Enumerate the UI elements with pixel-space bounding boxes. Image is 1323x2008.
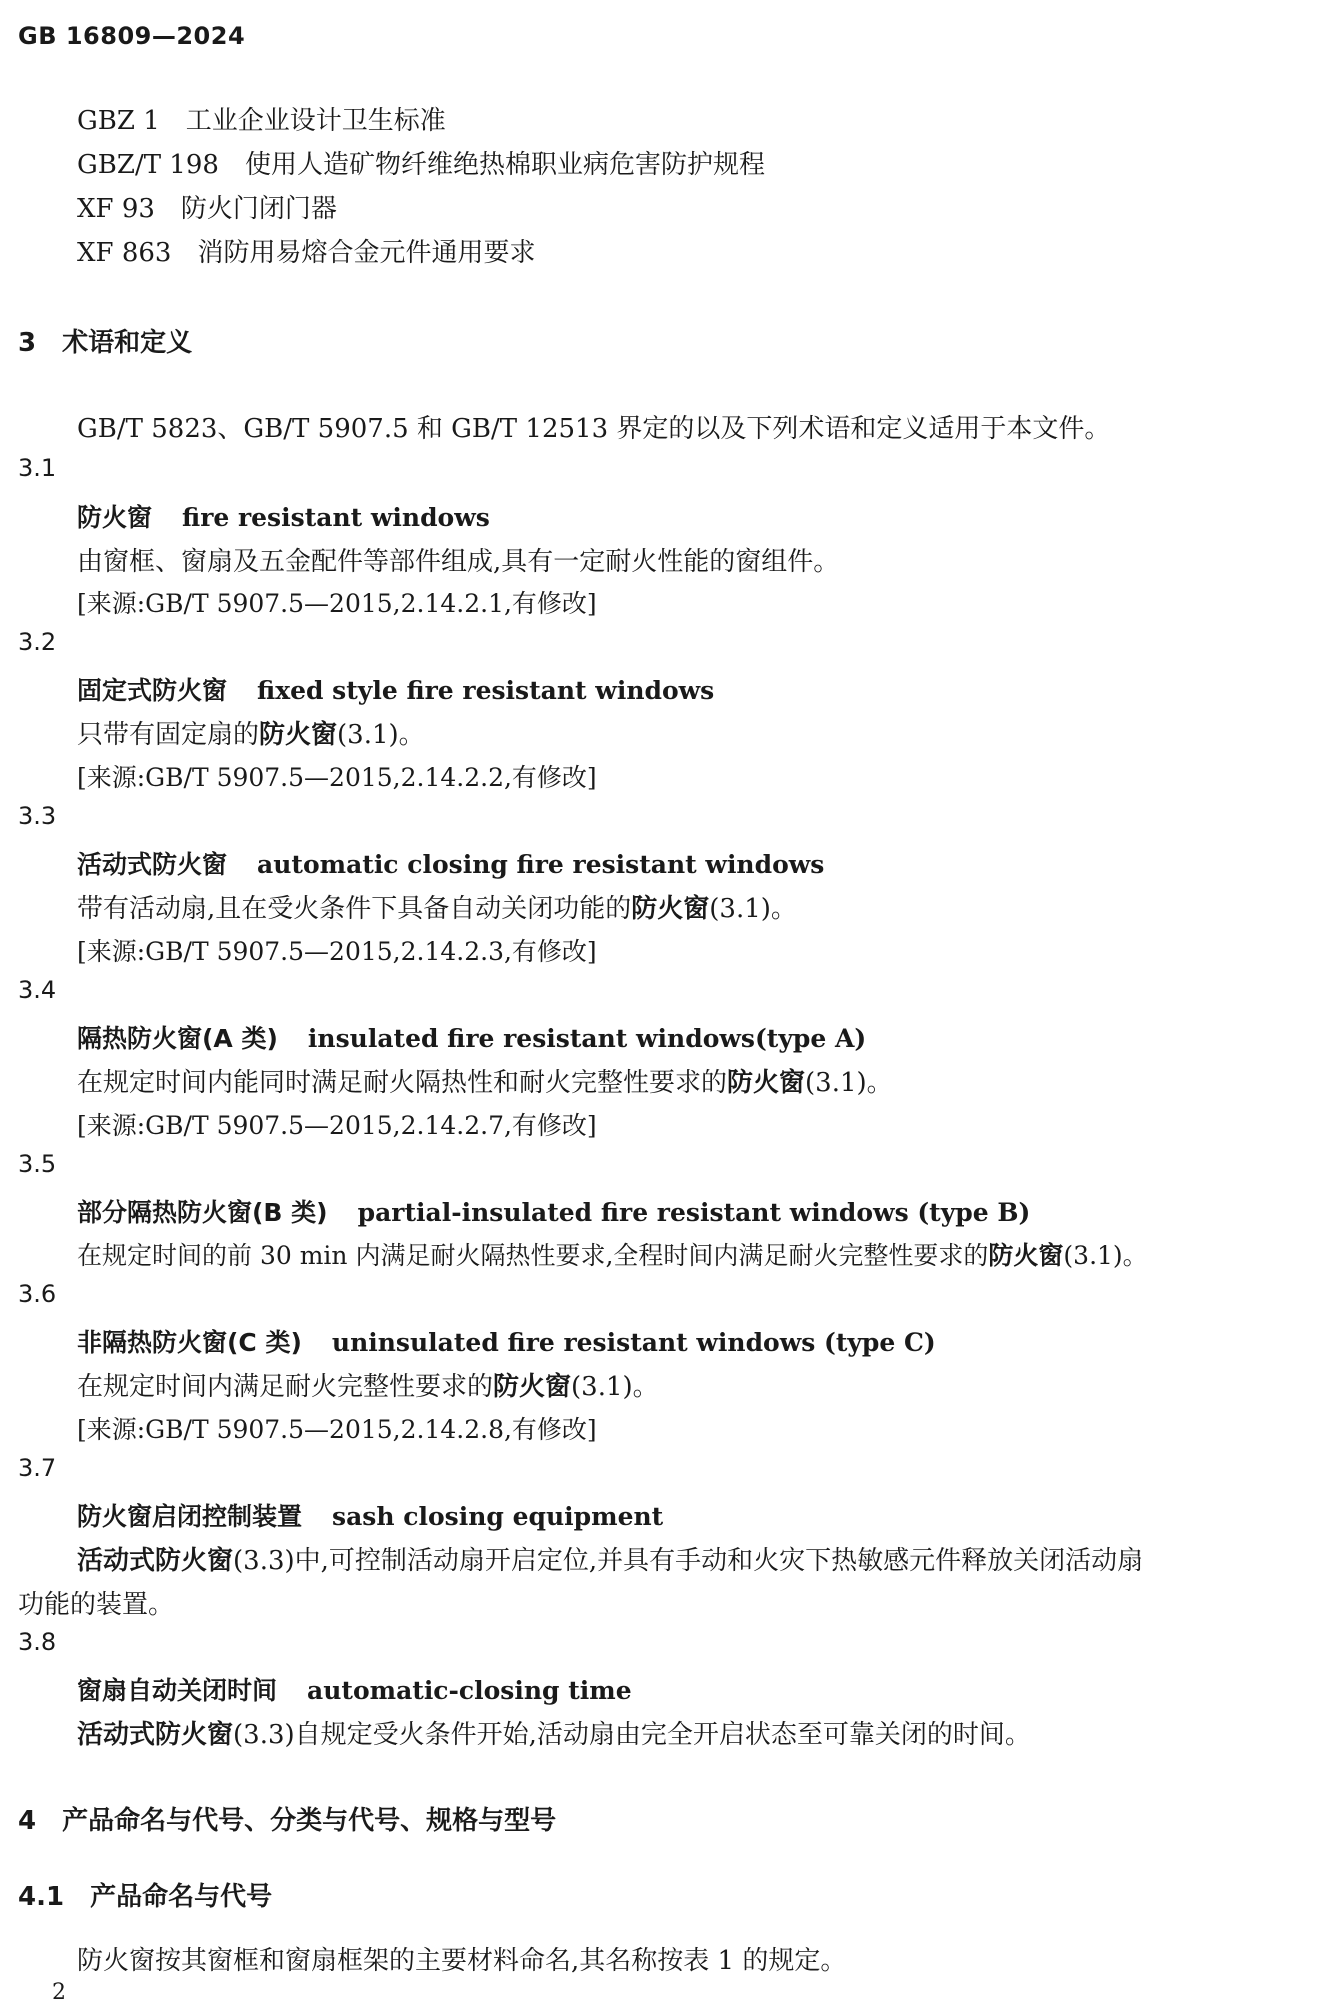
reference-title: 使用人造矿物纤维绝热棉职业病危害防护规程 xyxy=(244,150,765,180)
term-number: 3.8 xyxy=(18,1628,57,1656)
term-zh: 部分隔热防火窗(B 类) xyxy=(77,1198,328,1227)
definition-text: (3.1)。 xyxy=(571,1372,659,1402)
term-definition xyxy=(77,1540,1143,1577)
term-number: 3.3 xyxy=(18,802,57,830)
term-en: fire resistant windows xyxy=(182,503,490,532)
definition-text: 只带有固定扇的 xyxy=(77,720,260,750)
term-title xyxy=(77,1497,663,1533)
term-zh: 隔热防火窗(A 类) xyxy=(77,1024,278,1053)
term-definition-continued: 功能的装置。 xyxy=(18,1590,175,1620)
reference-title: 防火门闭门器 xyxy=(180,194,337,224)
term-title xyxy=(77,498,490,534)
term-title xyxy=(77,1323,936,1359)
section-heading xyxy=(18,322,192,359)
term-en: sash closing equipment xyxy=(332,1502,664,1531)
term-number: 3.4 xyxy=(18,976,57,1004)
section-title: 术语和定义 xyxy=(62,328,193,358)
term-source: [来源:GB/T 5907.5—2015,2.14.2.8,有修改] xyxy=(77,1415,597,1444)
term-en: automatic-closing time xyxy=(307,1676,632,1705)
term-en: partial-insulated fire resistant windows (type B) xyxy=(357,1198,1031,1227)
term-definition xyxy=(77,1236,1148,1272)
term-zh: 防火窗启闭控制装置 xyxy=(77,1502,303,1531)
term-definition xyxy=(77,714,425,751)
reference-item xyxy=(77,100,446,137)
reference-code: XF 93 xyxy=(77,194,155,224)
term-reference: 防火窗 xyxy=(727,1068,806,1098)
term-number: 3.2 xyxy=(18,628,57,656)
term-number: 3.1 xyxy=(18,454,57,482)
reference-item xyxy=(77,232,535,269)
definition-text: (3.1)。 xyxy=(337,720,425,750)
document-header: GB 16809—2024 xyxy=(18,22,246,50)
term-definition xyxy=(77,1366,659,1403)
term-title xyxy=(77,671,714,707)
term-number: 3.6 xyxy=(18,1280,57,1308)
definition-text: 在规定时间内能同时满足耐火隔热性和耐火完整性要求的 xyxy=(77,1068,728,1098)
reference-item xyxy=(77,144,765,181)
reference-item xyxy=(77,188,337,225)
term-reference: 防火窗 xyxy=(259,720,338,750)
definition-text: (3.3)自规定受火条件开始,活动扇由完全开启状态至可靠关闭的时间。 xyxy=(233,1720,1031,1750)
term-zh: 活动式防火窗 xyxy=(77,850,228,879)
subsection-title: 产品命名与代号 xyxy=(90,1882,273,1912)
term-definition xyxy=(77,1062,893,1099)
term-en: automatic closing fire resistant windows xyxy=(257,850,825,879)
definition-text: 在规定时间的前 30 min 内满足耐火隔热性要求,全程时间内满足耐火完整性要求的 xyxy=(77,1241,989,1270)
reference-code: GBZ/T 198 xyxy=(77,150,219,180)
subsection-number: 4.1 xyxy=(18,1882,65,1912)
term-zh: 防火窗 xyxy=(77,503,153,532)
term-source: [来源:GB/T 5907.5—2015,2.14.2.3,有修改] xyxy=(77,937,597,966)
term-en: fixed style fire resistant windows xyxy=(257,676,715,705)
section-intro: GB/T 5823、GB/T 5907.5 和 GB/T 12513 界定的以及下列术语和定义适用于本文件。 xyxy=(77,414,1111,444)
section-heading xyxy=(18,1800,556,1837)
section-number: 3 xyxy=(18,328,37,358)
term-title xyxy=(77,1193,1030,1229)
term-en: uninsulated fire resistant windows (type C) xyxy=(331,1328,936,1357)
reference-title: 工业企业设计卫生标准 xyxy=(185,106,446,136)
term-title xyxy=(77,845,824,881)
subsection-text: 防火窗按其窗框和窗扇框架的主要材料命名,其名称按表 1 的规定。 xyxy=(77,1946,847,1976)
definition-text: 带有活动扇,且在受火条件下具备自动关闭功能的 xyxy=(77,894,632,924)
term-zh: 非隔热防火窗(C 类) xyxy=(77,1328,302,1357)
term-zh: 固定式防火窗 xyxy=(77,676,228,705)
term-reference: 防火窗 xyxy=(493,1372,572,1402)
reference-code: XF 863 xyxy=(77,238,172,268)
term-definition xyxy=(77,888,797,925)
section-title: 产品命名与代号、分类与代号、规格与型号 xyxy=(62,1806,557,1836)
term-source: [来源:GB/T 5907.5—2015,2.14.2.2,有修改] xyxy=(77,763,597,792)
term-number: 3.5 xyxy=(18,1150,57,1178)
term-source: [来源:GB/T 5907.5—2015,2.14.2.7,有修改] xyxy=(77,1111,597,1140)
term-title xyxy=(77,1671,632,1707)
definition-text: (3.3)中,可控制活动扇开启定位,并具有手动和火灾下热敏感元件释放关闭活动扇 xyxy=(233,1546,1144,1576)
term-number: 3.7 xyxy=(18,1454,57,1482)
term-reference: 活动式防火窗 xyxy=(77,1720,234,1750)
definition-text: 在规定时间内满足耐火完整性要求的 xyxy=(77,1372,494,1402)
page-number: 2 xyxy=(52,1980,66,2005)
term-zh: 窗扇自动关闭时间 xyxy=(77,1676,278,1705)
definition-text: (3.1)。 xyxy=(1063,1241,1148,1270)
term-reference: 防火窗 xyxy=(988,1241,1064,1270)
term-title xyxy=(77,1019,866,1055)
reference-code: GBZ 1 xyxy=(77,106,160,136)
reference-title: 消防用易熔合金元件通用要求 xyxy=(197,238,536,268)
term-reference: 活动式防火窗 xyxy=(77,1546,234,1576)
subsection-heading xyxy=(18,1876,272,1913)
section-number: 4 xyxy=(18,1806,37,1836)
term-en: insulated fire resistant windows(type A) xyxy=(307,1024,867,1053)
term-reference: 防火窗 xyxy=(631,894,710,924)
definition-text: (3.1)。 xyxy=(805,1068,893,1098)
definition-text: (3.1)。 xyxy=(709,894,797,924)
term-definition xyxy=(77,1714,1031,1751)
term-source: [来源:GB/T 5907.5—2015,2.14.2.1,有修改] xyxy=(77,589,597,618)
term-definition: 由窗框、窗扇及五金配件等部件组成,具有一定耐火性能的窗组件。 xyxy=(77,547,840,577)
